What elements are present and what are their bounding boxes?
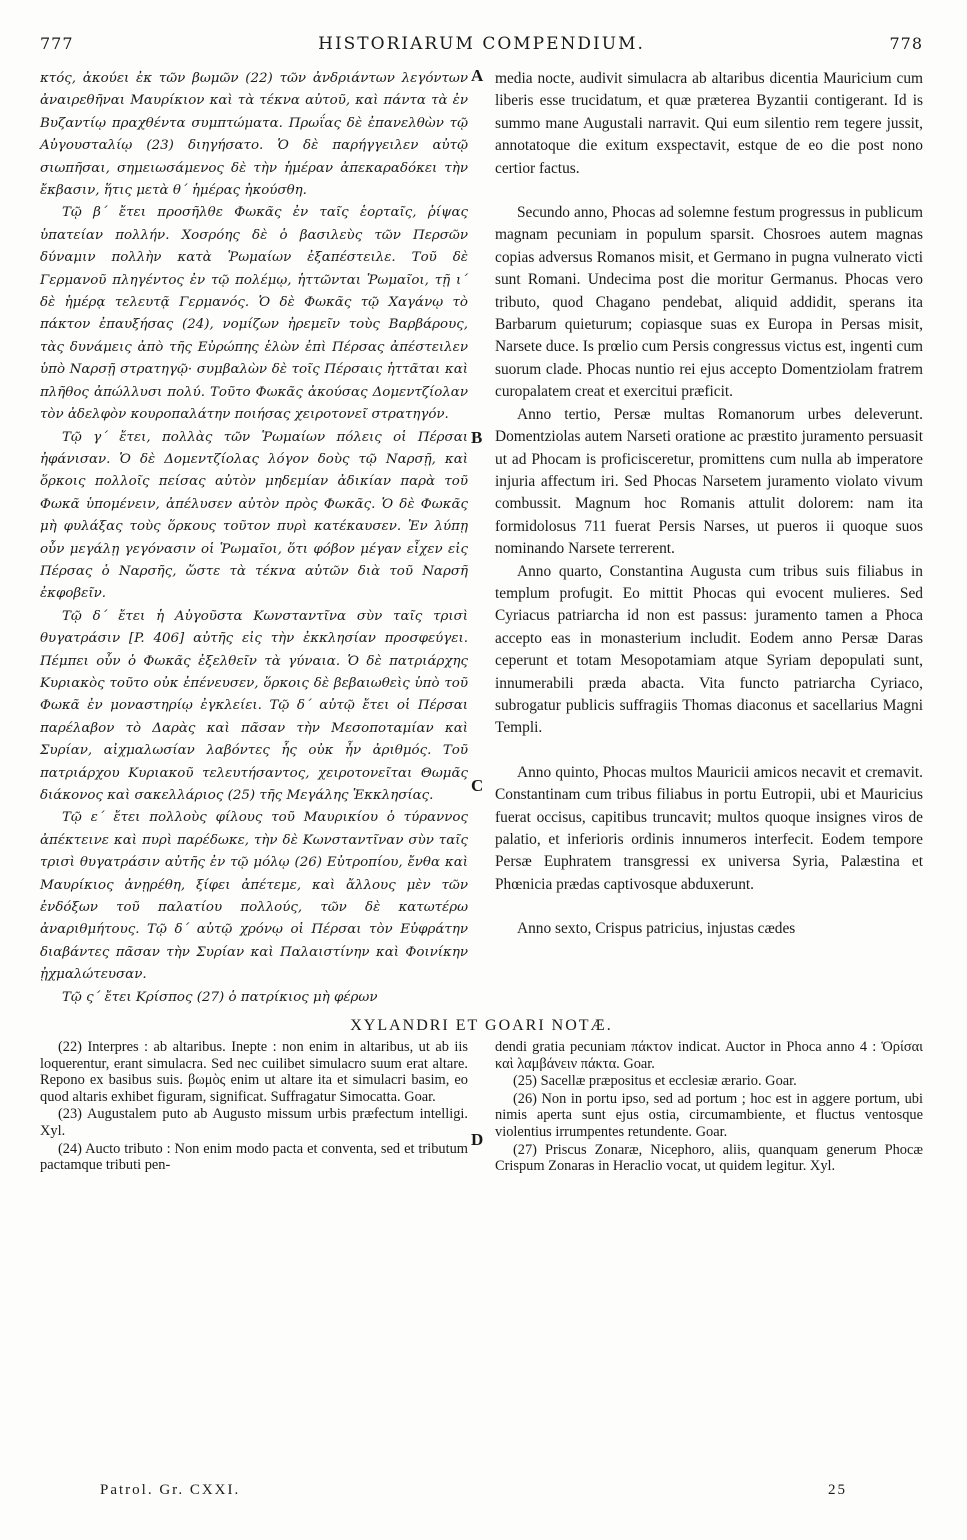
note: (23) Augustalem puto ab Augusto missum urbis præfectum intelligi. Xyl. (40, 1106, 468, 1140)
paragraph-gap (495, 180, 923, 202)
section-marker-b: B (471, 428, 483, 447)
greek-paragraph: Τῷ δ´ ἔτει ἡ Αὐγοῦστα Κωνσταντῖνα σὺν ταῖς τρισὶ θυγατράσιν [P. 406] αὐτῆς εἰς τὴν ἐκκλησίαν προσφεύγει. Πέμπει οὖν ὁ Φωκᾶς ἐξελθεῖν τὰ γύναια. Ὁ δὲ πατριάρχης Κυριακὸς τοῦτο οὐκ ἐπένευσεν, ὅρκοις δὲ βεβαιωθεὶς ὑπὸ τοῦ Φωκᾶ ἐν μοναστηρίῳ ἐγκλείει. Τῷ δ´ αὐτῷ ἔτει οἱ Πέρσαι παρέλαβον τὸ Δαρὰς καὶ πᾶσαν τὴν Μεσοποταμίαν καὶ Συρίαν, αἰχμαλωσίαν λαβόντες ἧς οὐκ ἦν ἀριθμός. Τοῦ πατριάρχου Κυριακοῦ τελευτήσαντος, χειροτονεῖται Θωμᾶς διάκονος καὶ σακελλάριος (25) τῆς Μεγάλης Ἐκκλησίας. (40, 608, 468, 803)
text-columns (40, 68, 923, 1009)
page-header (40, 34, 923, 62)
greek-paragraph: Τῷ γ´ ἔτει, πολλὰς τῶν Ῥωμαίων πόλεις οἱ Πέρσαι ἠφάνισαν. Ὁ δὲ Δομεντζίολας λόγον δοὺς τῷ Ναρσῇ, καὶ ὅρκοις πολλοῖς πείσας αὐτὸν μηδεμίαν ἀδικίαν παρὰ τοῦ Φωκᾶ ὑπομένειν, ἀπέλυσεν αὐτὸν πρὸς Φωκᾶς. Ὁ δὲ Φωκᾶς μὴ φυλάξας τοὺς ὅρκους τοῦτον πυρὶ κατέκαυσεν. Ἐν λύπῃ οὖν μεγάλῃ γεγόνασιν οἱ Ῥωμαῖοι, ὅτι φόβον μέγαν εἶχεν εἰς Πέρσας ὁ Ναρσῆς, ὥστε τὰ τέκνα αὐτῶν διὰ τοῦ Ναρσῆ ἐκφοβεῖν. (40, 429, 468, 602)
page-footer (100, 1482, 847, 1499)
notes-heading: XYLANDRI ET GOARI NOTÆ. (350, 1017, 613, 1035)
section-marker-d: D (471, 1130, 484, 1149)
greek-paragraph: Τῷ β´ ἔτει προσῆλθε Φωκᾶς ἐν ταῖς ἑορταῖς, ῥίψας ὑπατείαν πολλήν. Χοσρόης δὲ ὁ βασιλεὺς τῶν Περσῶν δύναμιν πολλὴν κατὰ Ῥωμαίων ἐξαπέστειλε. Τοῦ δὲ Γερμανοῦ πληγέντος ἐν τῷ πολέμῳ, ἡττῶνται Ῥωμαῖοι, τῇ ι´ δὲ ἡμέρᾳ τελευτᾷ Γερμανός. Ὁ δὲ Φωκᾶς τῷ Χαγάνῳ τὸ πάκτον ἐπαυξήσας (24), νομίζων ἠρεμεῖν τοὺς Βαρβάρους, τὰς δυνάμεις ἀπὸ τῆς Εὐρώπης ἑλὼν ἐπὶ Πέρσας ἀπέστειλεν ὑπὸ Ναρσῇ στρατηγῷ· συμβαλὼν δὲ τοῖς Πέρσαις ἡττᾶται καὶ πλῆθος ἀπώλλυσι πολύ. Τοῦτο Φωκᾶς ἀκούσας Δομεντζίολαν τὸν ἀδελφὸν κουροπαλάτην ποιήσας χειροτονεῖ στρατηγόν. (40, 205, 468, 423)
latin-paragraph: Anno sexto, Crispus patricius, injustas cædes (517, 920, 796, 938)
note: (26) Non in portu ipso, sed ad portum ; hoc est in aggere portum, ubi nimis aperta sunt ejus ostia, circumambiente, et fluctus ventosque violentius irrumpentes retundente. Goar. (495, 1090, 923, 1141)
greek-column (40, 68, 468, 1009)
running-title: HISTORIARUM COMPENDIUM. (318, 34, 645, 54)
paragraph-gap (495, 896, 923, 918)
latin-paragraph: media nocte, audivit simulacra ab altaribus dicentia Mauricium cum liberis esse trucidatum, et quæ præterea Byzantii contigerant. Id is summo mane Augustali narravit. Qui eum silentio rem tegere jussit, annotatoque die exitum exspectavit, estque de eo die post nono certior factus. (495, 70, 923, 177)
section-marker-c: C (471, 776, 484, 795)
notes-section (40, 1039, 923, 1176)
greek-paragraph: Τῷ ε´ ἔτει πολλοὺς φίλους τοῦ Μαυρικίου ὁ τύραννος ἀπέκτεινε καὶ πυρὶ παρέδωκε, τὴν δὲ Κωνσταντῖναν σὺν ταῖς τρισὶ θυγατράσιν αὐτῆς ἐν τῷ μόλῳ (26) Εὐτροπίου, ἔνθα καὶ Μαυρίκιος ἀνῃρέθη, ξίφει ἀπέτεμε, καὶ ἄλλους μὲν τῶν ἐνδόξων τοῦ παλατίου πολλούς, τῶν δὲ κατωτέρω ἀναριθμήτους. Τῷ δ´ αὐτῷ χρόνῳ οἱ Πέρσαι τὸν Εὐφράτην διαβάντες πᾶσαν τὴν Συρίαν καὶ Παλαιστίνην καὶ Φοινίκην ᾐχμαλώτευσαν. (40, 810, 468, 983)
note: (27) Priscus Zonaræ, Nicephoro, aliis, quanquam generum Phocæ Crispum Zonaras in Heraclio vocat, ut quidem legitur. Xyl. (495, 1141, 923, 1175)
note: (22) Interpres : ab altaribus. Inepte : non enim in altaribus, ut ab iis loquerentur, erant simulacra. Sed nec cuilibet simulacro suum erat altare. Repono ex basibus suis. βωμὸς enim ut altare ita et simulacri basim, eo quod altaris exhibet figuram, significat. Suffragatur Simocatta. Goar. (40, 1039, 468, 1105)
page-number-left: 777 (40, 34, 74, 53)
section-marker-a: A (471, 66, 484, 85)
greek-paragraph: κτός, ἀκούει ἐκ τῶν βωμῶν (22) τῶν ἀνδριάντων λεγόντων ἀναιρεθῆναι Μαυρίκιον καὶ τὰ τέκνα αὐτοῦ, καὶ πάντα τὰ ἐν Βυζαντίῳ πραχθέντα συμπτώματα. Πρωΐας δὲ ἐπανελθὼν τῷ Αὐγουσταλίῳ (23) διηγήσατο. Ὁ δὲ παρήγγειλεν αὐτῷ σιωπῆσαι, σημειωσάμενος δὲ τὴν ἡμέραν ἀπεκαραδόκει τὴν ἔκβασιν, ἥτις μετὰ θ´ ἡμέρας ἠκούσθη. (40, 71, 468, 199)
notes-right-column (495, 1039, 923, 1176)
notes-left-column (40, 1039, 468, 1176)
note: dendi gratia pecuniam πάκτον indicat. Auctor in Phoca anno 4 : Ὁρίσαι καὶ λαμβάνειν πάκτα. Goar. (495, 1039, 923, 1072)
latin-paragraph: Anno quarto, Constantina Augusta cum tribus suis filiabus in templum profugit. Eo mittit Phocas qui evocent mulieres. Sed Cyriacus patriarcha id non est passus: juramento tamen a Phoca accepto eas in monasterium includit. Eodem anno Persæ Daras ceperunt et totam Mesopotamiam atque Syriam depopulati sunt, innumerabili præda abacta. Vita functo patriarcha Cyriaco, subrogatur publicis suffragiis Thomas diaconus et sacellarius Magni Templi. (495, 562, 923, 737)
latin-paragraph: Secundo anno, Phocas ad solemne festum progressus in publicum magnam pecuniam in populum sparsit. Chosroes autem magnas copias adversus Romanos misit, et Germano in pugna vulnerato victi sunt Romani. Undecima post die moritur Germanus. Phocas vero tributo, quod Chagano pendebat, aliquid addidit, sperans ita Barbarum quieturum; copiasque suas ex Europa in Persas misit, Narsete duce. Is prœlio cum Persis congressus victus est, ingenti cum suorum clade. Phocas nuntio rei ejus accepto Domentziolam fratrem curopalatem creat et exercitui præficit. (495, 204, 923, 401)
latin-paragraph: Anno quinto, Phocas multos Mauricii amicos necavit et cremavit. Constantinam cum tribus filiabus in portu Eutropii, ubi et Mauricius fuerat occisus, capitibus truncavit; multos quoque insignes viros de palatio, et inferioris ordinis innumeros interfecit. Eodem tempore Persæ Euphratem transgressi ex universa Syria, Palæstina et Phœnicia prædas captivosque abduxerunt. (495, 763, 923, 893)
paragraph-gap (495, 740, 923, 762)
page-number-right: 778 (889, 34, 923, 53)
note: (24) Aucto tributo : Non enim modo pacta et conventa, sed et tributum pactamque tributi pen- (40, 1140, 468, 1174)
note: (25) Sacellæ præpositus et ecclesiæ ærario. Goar. (513, 1073, 797, 1090)
footer-number: 25 (828, 1482, 847, 1498)
footer-signature: Patrol. Gr. CXXI. (100, 1482, 241, 1498)
latin-column (495, 68, 923, 1009)
greek-paragraph: Τῷ ς´ ἔτει Κρίσπος (27) ὁ πατρίκιος μὴ φέρων (62, 989, 378, 1005)
latin-paragraph: Anno tertio, Persæ multas Romanorum urbes deleverunt. Domentziolas autem Narseti oratione ac præstito juramento persuasit ut ad Phocam is proficisceretur, promittens cum nulla ab imperatore injuria affectum iri. Sed Phocas Narsetem juramento violato vivum combussit. Magnum hoc Romanis attulit dolorem: nam ita formidolosus 711 fuerat Persis Narses, ut pueros ii quoque suos nominando Narsete terrerent. (495, 405, 923, 558)
